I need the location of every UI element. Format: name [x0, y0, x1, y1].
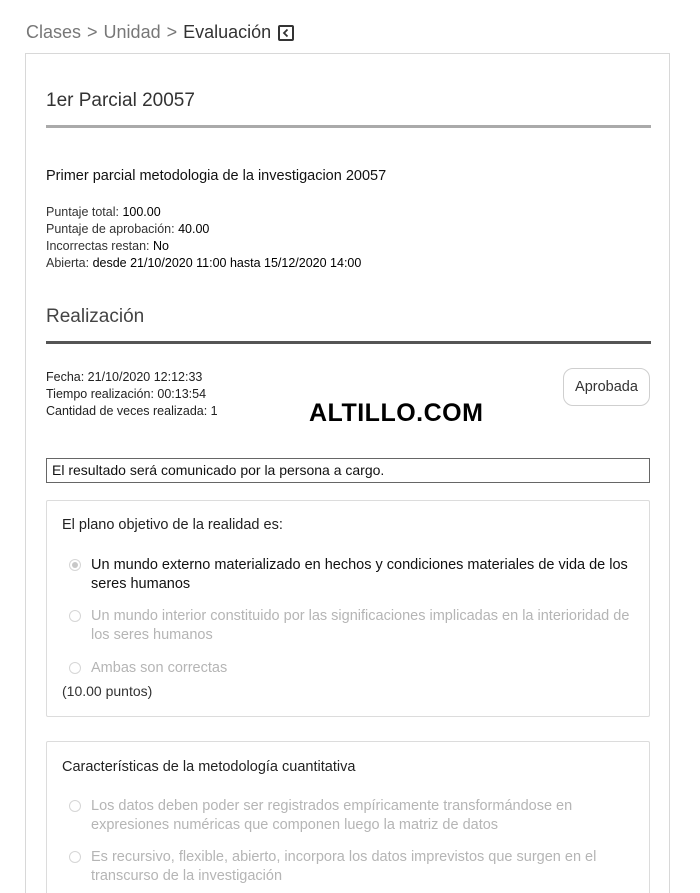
- breadcrumb-separator: >: [87, 22, 98, 42]
- option-label: Es recursivo, flexible, abierto, incorpora los datos imprevistos que surgen en el transcurso de la investigación: [91, 849, 597, 884]
- watermark: ALTILLO.COM: [309, 399, 484, 427]
- option-label: Ambas son correctas: [91, 660, 228, 676]
- title-divider: [46, 125, 651, 128]
- answer-option[interactable]: [69, 607, 639, 645]
- section-divider: [46, 341, 651, 344]
- detail-row: Incorrectas restan: No: [46, 239, 169, 253]
- radio-selected-icon[interactable]: [69, 559, 81, 571]
- attempt-duration: Tiempo realización: 00:13:54: [46, 387, 207, 401]
- answer-option[interactable]: [69, 848, 639, 886]
- option-label: Un mundo interior constituido por las significaciones implicadas en la interioridad de los seres humanos: [91, 608, 630, 643]
- detail-row: Puntaje de aprobación: 40.00: [46, 222, 210, 236]
- approved-status-button[interactable]: Aprobada: [563, 368, 650, 406]
- section-title-realizacion: Realización: [46, 306, 145, 327]
- back-arrow-icon[interactable]: [278, 25, 294, 41]
- question-card: [46, 741, 650, 893]
- radio-icon[interactable]: [69, 851, 81, 863]
- option-label: Un mundo externo materializado en hechos y condiciones materiales de vida de los seres humanos: [91, 557, 628, 592]
- radio-icon[interactable]: [69, 610, 81, 622]
- answer-option[interactable]: [69, 556, 639, 594]
- option-label: Los datos deben poder ser registrados empíricamente transformándose en expresiones numéricas que componen luego la matriz de datos: [91, 798, 573, 833]
- evaluation-card: [25, 53, 670, 893]
- question-points: (10.00 puntos): [62, 683, 153, 699]
- question-text: Características de la metodología cuantitativa: [62, 759, 356, 775]
- exam-details: [46, 204, 361, 272]
- radio-icon[interactable]: [69, 800, 81, 812]
- attempt-count: Cantidad de veces realizada: 1: [46, 404, 218, 418]
- attempt-details: [46, 369, 218, 420]
- exam-title: 1er Parcial 20057: [46, 90, 195, 111]
- breadcrumb-current: Evaluación: [183, 22, 272, 42]
- detail-row: Puntaje total: 100.00: [46, 205, 161, 219]
- breadcrumb-clases[interactable]: Clases: [26, 22, 82, 42]
- result-message: El resultado será comunicado por la persona a cargo.: [46, 458, 650, 483]
- answer-option[interactable]: [69, 797, 639, 835]
- exam-description: Primer parcial metodologia de la investigacion 20057: [46, 168, 387, 184]
- attempt-date: Fecha: 21/10/2020 12:12:33: [46, 370, 203, 384]
- detail-row: Abierta: desde 21/10/2020 11:00 hasta 15/12/2020 14:00: [46, 256, 362, 270]
- question-card: [46, 500, 650, 717]
- breadcrumb-separator: >: [166, 22, 178, 42]
- radio-icon[interactable]: [69, 662, 81, 674]
- breadcrumb: [26, 22, 294, 43]
- breadcrumb-unidad[interactable]: Unidad: [103, 22, 161, 42]
- question-text: El plano objetivo de la realidad es:: [62, 517, 283, 533]
- answer-option[interactable]: [69, 659, 639, 678]
